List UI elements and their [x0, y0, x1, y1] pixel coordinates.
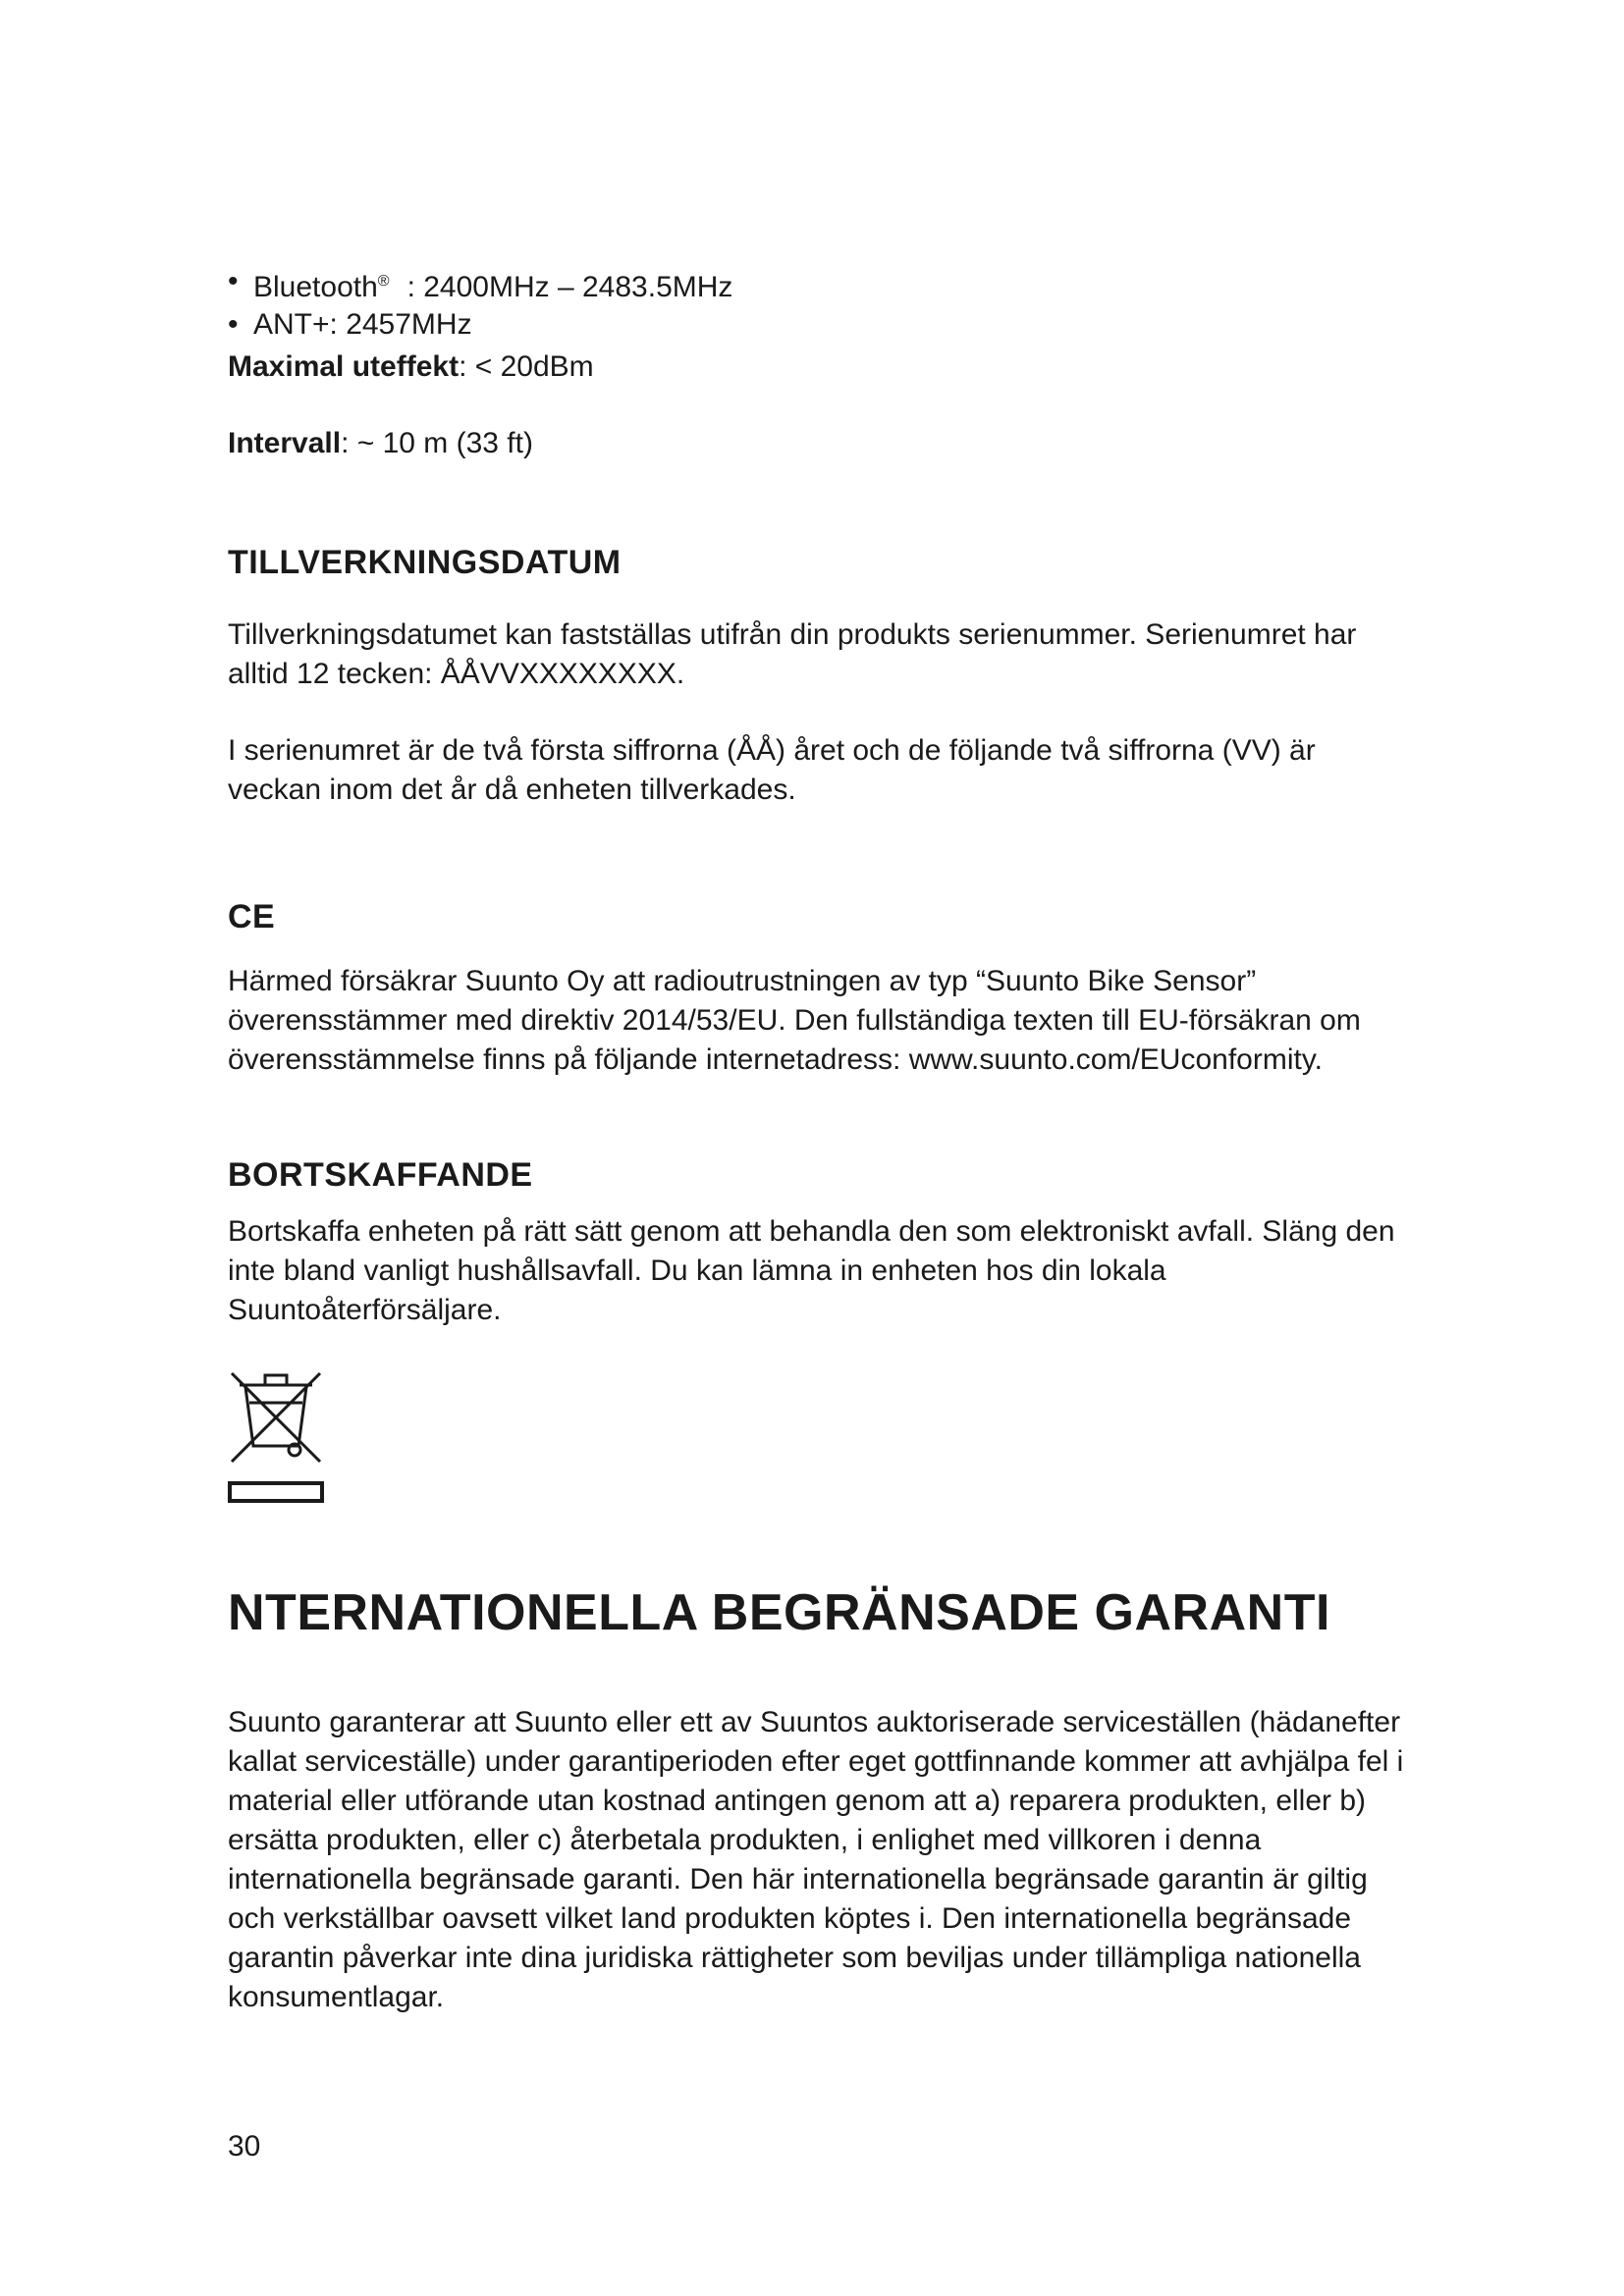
- warranty-heading: NTERNATIONELLA BEGRÄNSADE GARANTI: [228, 1584, 1330, 1641]
- bluetooth-frequency: : 2400MHz – 2483.5MHz: [406, 271, 733, 303]
- disposal-heading: BORTSKAFFANDE: [228, 1156, 533, 1194]
- max-power-value: : < 20dBm: [459, 350, 594, 383]
- range-value: : ~ 10 m (33 ft): [341, 427, 533, 459]
- disposal-paragraph: Bortskaffa enheten på rätt sätt genom att behandla den som elektroniskt avfall. Släng den inte bland vanligt hushållsavfall. Du kan lämna in enheten hos din lokala Suuntoåterförsäljare.: [228, 1215, 1395, 1326]
- warranty-paragraph: Suunto garanterar att Suunto eller ett av Suuntos auktoriserade serviceställen (hädanefter kallat serviceställe) under garantiperioden efter eget gottfinnande kommer att avhjälpa fel i material eller utförande utan kostnad antingen genom att a) reparera produkten, eller b) ersätta produkten, eller c) återbetala produkten, i enlighet med villkoren i denna internationella begränsade garanti. Den här internationella begränsade garantin är giltig och verkställbar oavsett vilket land produkten köptes i. Den internationella begränsade garantin påverkar inte dina juridiska rättigheter som beviljas under tillämpliga nationella konsumentlagar.: [228, 1706, 1404, 2013]
- manufacturing-paragraph-2: I serienumret är de två första siffrorna (ÅÅ) året och de följande två siffrorna (VV) är veckan inom det år då enheten tillverkades.: [228, 734, 1316, 806]
- ce-heading: CE: [228, 898, 276, 935]
- frequency-band-list: [228, 263, 1416, 344]
- list-item-bluetooth: [228, 263, 1416, 306]
- page-number: 30: [228, 2130, 261, 2163]
- ce-paragraph: Härmed försäkrar Suunto Oy att radioutrustningen av typ “Suunto Bike Sensor” överensstämmer med direktiv 2014/53/EU. Den fullständiga texten till EU-försäkran om överensstämmelse finns på följande internetadress: www.suunto.com/EUconformity.: [228, 965, 1361, 1076]
- max-power-label: Maximal uteffekt: [228, 350, 460, 383]
- page-content: [228, 263, 1416, 2017]
- ant-frequency: ANT+: 2457MHz: [253, 308, 472, 341]
- range-label: Intervall: [228, 427, 342, 459]
- weee-crossed-bin-icon: [228, 1365, 326, 1513]
- list-item-ant: [228, 306, 1416, 344]
- max-power-line: [228, 347, 1416, 387]
- manufacturing-date-heading: TILLVERKNINGSDATUM: [228, 544, 622, 581]
- manufacturing-paragraph-1: Tillverkningsdatumet kan fastställas utifrån din produkts serienummer. Serienumret har alltid 12 tecken: ÅÅVVXXXXXXXX.: [228, 618, 1357, 690]
- registered-mark: ®: [377, 273, 390, 290]
- bluetooth-label: Bluetooth: [253, 271, 378, 303]
- range-line: [228, 424, 1416, 463]
